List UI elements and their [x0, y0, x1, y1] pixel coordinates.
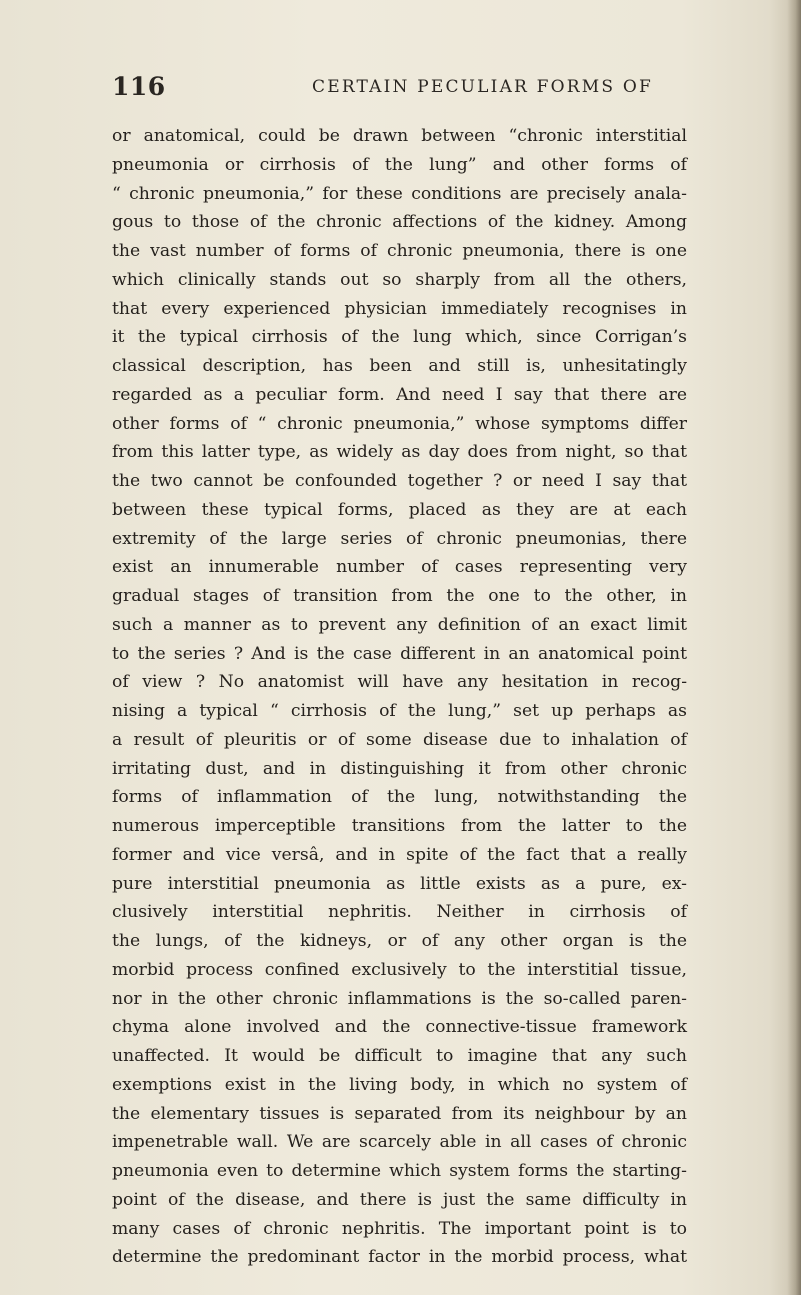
- text-line: to the series ? And is the case different in an anatomical point: [112, 643, 687, 664]
- text-line: gous to those of the chronic affections of the kidney. Among: [112, 212, 687, 233]
- text-line: point of the disease, and there is just the same difficulty in: [112, 1189, 687, 1210]
- text-line: irritating dust, and in distinguishing it from other chronic: [112, 758, 687, 779]
- text-line: numerous imperceptible transitions from the latter to the: [112, 816, 687, 836]
- text-line: classical description, has been and still is, unhesitatingly: [112, 356, 687, 376]
- text-line: other forms of “ chronic pneumonia,” whose symptoms differ: [112, 413, 687, 434]
- text-line: the two cannot be confounded together ? or need I say that: [112, 471, 687, 491]
- body-text: [112, 122, 687, 1272]
- text-line: the lungs, of the kidneys, or of any other organ is the: [112, 931, 687, 951]
- text-line: between these typical forms, placed as they are at each: [112, 499, 687, 520]
- text-line: nising a typical “ cirrhosis of the lung,” set up perhaps as: [112, 701, 687, 721]
- text-line: morbid process confined exclusively to the interstitial tissue,: [112, 959, 687, 980]
- text-line: “ chronic pneumonia,” for these conditions are precisely anala-: [112, 183, 687, 204]
- text-line: former and vice versâ, and in spite of the fact that a really: [112, 844, 687, 865]
- running-head: CERTAIN PECULIAR FORMS OF: [312, 77, 653, 97]
- text-line: exemptions exist in the living body, in which no system of: [112, 1074, 687, 1095]
- text-line: pneumonia even to determine which system forms the starting-: [112, 1161, 687, 1181]
- text-line: the vast number of forms of chronic pneumonia, there is one: [112, 241, 687, 261]
- text-line: from this latter type, as widely as day does from night, so that: [112, 442, 687, 463]
- text-line: determine the predominant factor in the morbid process, what: [112, 1247, 687, 1268]
- text-line: nor in the other chronic inflammations is the so-called paren-: [112, 988, 687, 1009]
- text-line: or anatomical, could be drawn between “chronic interstitial: [112, 126, 687, 146]
- text-line: a result of pleuritis or of some disease due to inhalation of: [112, 729, 687, 750]
- text-line: pneumonia or cirrhosis of the lung” and other forms of: [112, 154, 687, 175]
- text-line: chyma alone involved and the connective-tissue framework: [112, 1017, 687, 1038]
- text-line: which clinically stands out so sharply from all the others,: [112, 269, 687, 290]
- text-line: impenetrable wall. We are scarcely able in all cases of chronic: [112, 1132, 687, 1153]
- text-line: of view ? No anatomist will have any hesitation in recog-: [112, 672, 687, 693]
- text-line: the elementary tissues is separated from its neighbour by an: [112, 1103, 687, 1124]
- text-line: regarded as a peculiar form. And need I say that there are: [112, 384, 687, 405]
- text-line: extremity of the large series of chronic pneumonias, there: [112, 528, 687, 549]
- page-edge-shadow: [787, 0, 801, 1295]
- text-line: many cases of chronic nephritis. The important point is to: [112, 1218, 687, 1239]
- page-header: [112, 72, 684, 104]
- text-line: exist an innumerable number of cases representing very: [112, 557, 687, 578]
- text-line: pure interstitial pneumonia as little exists as a pure, ex-: [112, 873, 687, 894]
- text-line: gradual stages of transition from the one to the other, in: [112, 586, 687, 606]
- text-line: clusively interstitial nephritis. Neither in cirrhosis of: [112, 902, 687, 923]
- page-number: 116: [112, 72, 166, 101]
- text-line: that every experienced physician immediately recognises in: [112, 298, 687, 319]
- text-line: it the typical cirrhosis of the lung which, since Corrigan’s: [112, 327, 687, 348]
- text-line: forms of inflammation of the lung, notwithstanding the: [112, 787, 687, 808]
- text-line: unaffected. It would be difficult to imagine that any such: [112, 1046, 687, 1066]
- text-line: such a manner as to prevent any definition of an exact limit: [112, 614, 687, 635]
